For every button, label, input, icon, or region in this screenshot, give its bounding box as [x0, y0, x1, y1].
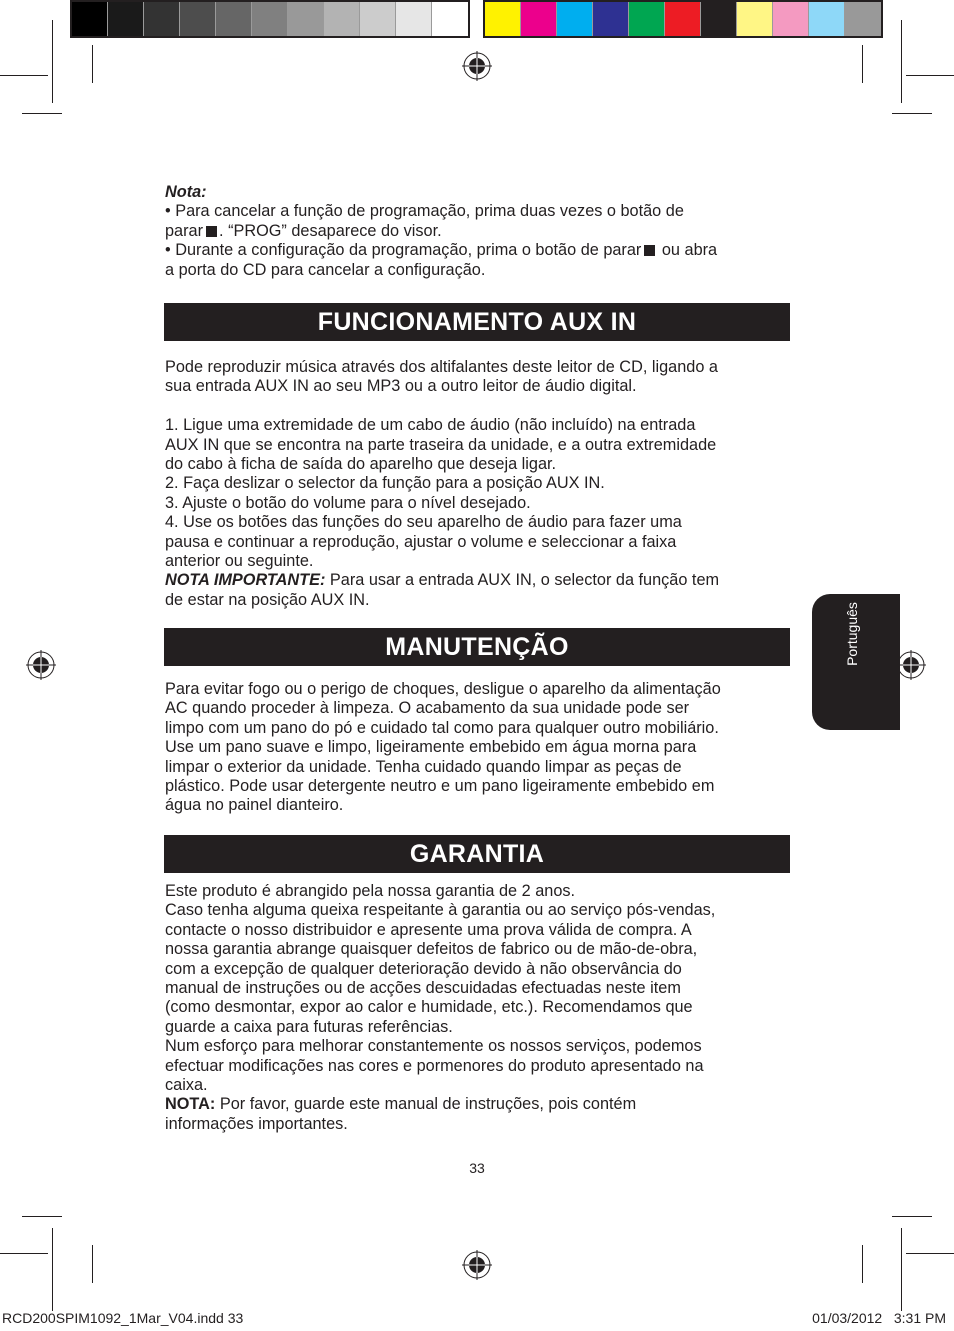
- registration-mark-icon: [462, 1250, 492, 1280]
- note-line: parar . “PROG” desaparece do visor.: [165, 221, 442, 240]
- registration-mark-icon: [896, 650, 926, 680]
- aux-step-line: do cabo à ficha de saída do aparelho que deseja ligar.: [165, 455, 557, 474]
- color-swatch: [737, 2, 773, 36]
- color-swatch: [593, 2, 629, 36]
- warranty-section-body: [165, 882, 795, 1134]
- note-block: [165, 183, 795, 280]
- aux-intro-line: sua entrada AUX IN ao seu MP3 ou a outro leitor de áudio digital.: [165, 377, 637, 396]
- warranty-section-title: GARANTIA: [164, 835, 790, 873]
- warranty-line: (como desmontar, expor ao calor e humidade, etc.). Recomendamos que: [165, 998, 693, 1017]
- warranty-line: Num esforço para melhorar constantemente os nossos serviços, podemos: [165, 1037, 702, 1056]
- warranty-line: Este produto é abrangido pela nossa garantia de 2 anos.: [165, 882, 576, 900]
- grayscale-color-bar: [70, 0, 470, 38]
- note-label: Nota:: [165, 183, 207, 201]
- aux-intro-line: Pode reproduzir música através dos altifalantes deste leitor de CD, ligando a: [165, 358, 718, 376]
- color-swatch: [845, 2, 881, 36]
- gray-swatch: [216, 2, 252, 36]
- warranty-note: NOTA: Por favor, guarde este manual de instruções, pois contém: [165, 1095, 637, 1114]
- aux-step-line: AUX IN que se encontra na parte traseira da unidade, e a outra extremidade: [165, 435, 717, 454]
- aux-step-line: pausa e continuar a reprodução, ajustar o volume e seleccionar a faixa: [165, 532, 677, 551]
- gray-swatch: [324, 2, 360, 36]
- maintenance-line: Use um pano suave e limpo, ligeiramente embebido em água morna para: [165, 738, 697, 757]
- language-side-tab: [812, 594, 900, 730]
- warranty-line: efectuar modificações nas cores e pormenores do produto apresentado na: [165, 1056, 704, 1075]
- warranty-note: informações importantes.: [165, 1114, 348, 1133]
- page-number: 33: [469, 1160, 485, 1176]
- stop-square-icon: [644, 245, 655, 256]
- gray-swatch: [360, 2, 396, 36]
- warranty-line: contacte o nosso distribuidor e apresente uma prova válida de compra. A: [165, 920, 692, 939]
- warranty-line: Caso tenha alguma queixa respeitante à garantia ou ao serviço pós-vendas,: [165, 901, 716, 920]
- aux-section-body: [165, 358, 795, 610]
- warranty-line: caixa.: [165, 1076, 208, 1095]
- color-swatch: [773, 2, 809, 36]
- note-line: • Para cancelar a função de programação, prima duas vezes o botão de: [165, 202, 684, 221]
- gray-swatch: [396, 2, 432, 36]
- footer-date: 01/03/2012 3:31 PM: [812, 1310, 946, 1326]
- warranty-line: com a excepção de qualquer deterioração devido à não observância do: [165, 959, 682, 978]
- gray-swatch: [144, 2, 180, 36]
- color-swatch: [665, 2, 701, 36]
- maintenance-line: limpo com um pano do pó e cuidado tal como para qualquer outro mobiliário.: [165, 718, 719, 737]
- color-swatch: [521, 2, 557, 36]
- warranty-line: guarde a caixa para futuras referências.: [165, 1017, 453, 1036]
- gray-swatch: [432, 2, 468, 36]
- color-swatch: [485, 2, 521, 36]
- maintenance-line: Para evitar fogo ou o perigo de choques, desligue o aparelho da alimentação: [165, 680, 721, 698]
- gray-swatch: [288, 2, 324, 36]
- color-swatch: [701, 2, 737, 36]
- registration-mark-icon: [462, 51, 492, 81]
- color-swatch: [809, 2, 845, 36]
- language-tab-label: Português: [844, 602, 860, 666]
- aux-step-line: 4. Use os botões das funções do seu aparelho de áudio para fazer uma: [165, 513, 682, 532]
- aux-step-line: anterior ou seguinte.: [165, 552, 314, 571]
- aux-important-note: NOTA IMPORTANTE: Para usar a entrada AUX IN, o selector da função tem: [165, 571, 720, 590]
- maintenance-line: limpar o exterior da unidade. Tenha cuidado quando limpar as peças de: [165, 757, 682, 776]
- gray-swatch: [180, 2, 216, 36]
- maintenance-line: AC quando proceder à limpeza. O acabamento da sua unidade pode ser: [165, 699, 690, 718]
- maintenance-line: água no painel dianteiro.: [165, 796, 344, 815]
- maintenance-section-body: [165, 680, 795, 816]
- aux-step-line: 2. Faça deslizar o selector da função para a posição AUX IN.: [165, 474, 605, 493]
- aux-section-title: FUNCIONAMENTO AUX IN: [164, 303, 790, 341]
- process-color-bar: [483, 0, 883, 38]
- stop-square-icon: [206, 226, 217, 237]
- footer-file-name: RCD200SPIM1092_1Mar_V04.indd 33: [2, 1310, 244, 1326]
- gray-swatch: [108, 2, 144, 36]
- note-line: a porta do CD para cancelar a configuração.: [165, 260, 486, 279]
- gray-swatch: [252, 2, 288, 36]
- aux-step-line: 3. Ajuste o botão do volume para o nível desejado.: [165, 493, 531, 512]
- warranty-line: manual de instruções ou de acções descuidadas efectuadas neste item: [165, 979, 681, 998]
- note-line: • Durante a configuração da programação, prima o botão de parar ou abra: [165, 241, 718, 260]
- maintenance-line: plástico. Pode usar detergente neutro e um pano ligeiramente embebido em: [165, 777, 715, 796]
- aux-important-note: de estar na posição AUX IN.: [165, 590, 370, 609]
- gray-swatch: [72, 2, 108, 36]
- color-swatch: [557, 2, 593, 36]
- maintenance-section-title: MANUTENÇÃO: [164, 628, 790, 666]
- registration-mark-icon: [26, 650, 56, 680]
- warranty-line: nossa garantia abrange quaisquer defeitos de fabrico ou de mão-de-obra,: [165, 940, 698, 959]
- color-swatch: [629, 2, 665, 36]
- aux-step-line: 1. Ligue uma extremidade de um cabo de áudio (não incluído) na entrada: [165, 416, 696, 435]
